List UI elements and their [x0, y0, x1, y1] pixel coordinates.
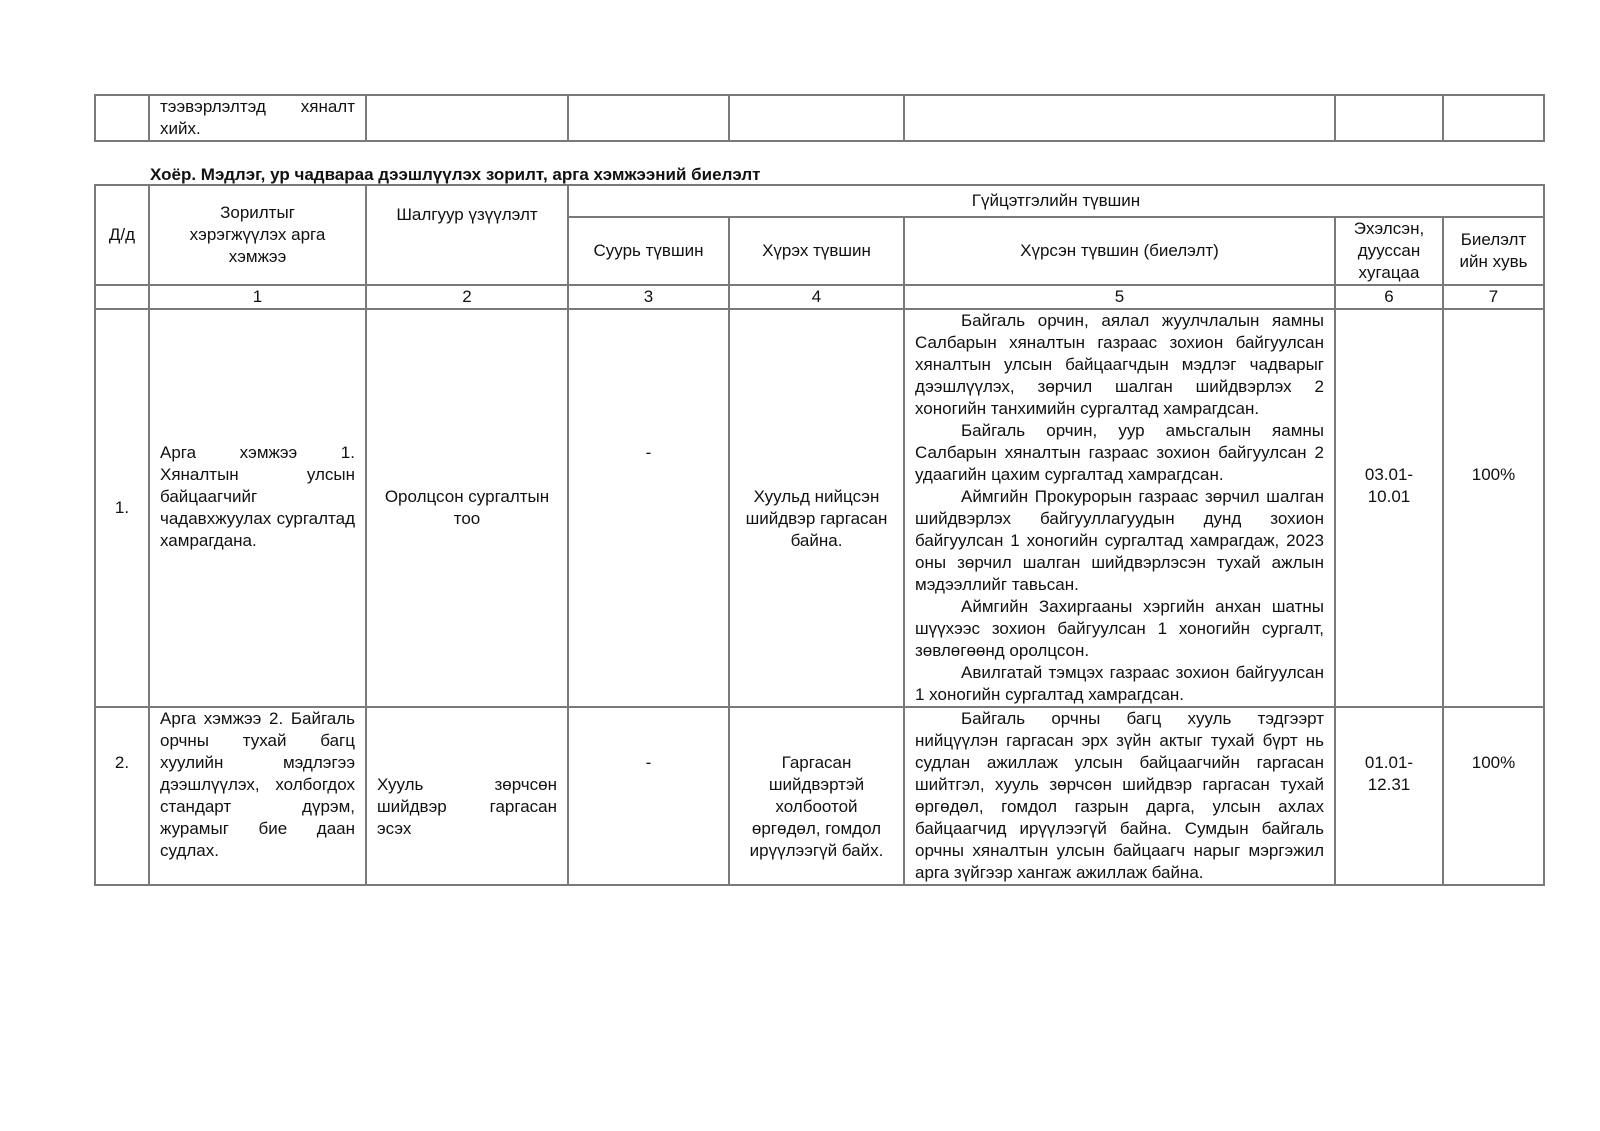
header-performance-level: Гүйцэтгэлийн түвшин	[568, 185, 1544, 217]
column-number: 1	[149, 285, 366, 309]
row-target: Хуульд нийцсэн шийдвэр гаргасан байна.	[729, 309, 904, 707]
achieved-paragraph: Байгаль орчин, аялал жуулчлалын яамны Салбарын хяналтын газраас зохион байгуулсан хяналтын улсын байцаагчдын мэдлэг чадварыг дээшлүүлэх, зөрчил шалган шийдвэрлэх 2 хоногийн танхимийн сургалтад хамрагдсан.	[915, 311, 1324, 418]
row-index: 2.	[95, 707, 149, 885]
column-number: 6	[1335, 285, 1443, 309]
section-title: Хоёр. Мэдлэг, ур чадвараа дээшлүүлэх зорилт, арга хэмжээний биелэлт	[150, 165, 761, 184]
row-percent: 100%	[1443, 309, 1544, 707]
header-base: Суурь түвшин	[568, 217, 729, 285]
table-row	[95, 309, 1544, 707]
previous-section-table	[94, 94, 1545, 142]
row-criteria: Хууль зөрчсөн шийдвэр гаргасан эсэх	[366, 707, 568, 885]
cell-percent	[1443, 95, 1544, 141]
row-percent: 100%	[1443, 707, 1544, 885]
row-achieved	[904, 707, 1335, 885]
row-index: 1.	[95, 309, 149, 707]
achieved-paragraph: Аймгийн Прокурорын газраас зөрчил шалган шийдвэрлэх байгууллагуудын дунд зохион байгуулсан 1 хоногийн сургалтад хамрагдаж, 2023 оны зөрчил шалган шийдвэрлэсэн тухай ажлын мэдээллийг тавьсан.	[915, 487, 1324, 594]
achieved-paragraph: Байгаль орчин, уур амьсгалын яамны Салбарын хяналтын газраас зохион байгуулсан 2 удаагийн цахим сургалтад хамрагдсан.	[915, 421, 1324, 484]
header-target: Хүрэх түвшин	[729, 217, 904, 285]
row-achieved	[904, 309, 1335, 707]
column-number: 7	[1443, 285, 1544, 309]
header-row-1	[95, 185, 1544, 217]
achieved-paragraph: Авилгатай тэмцэх газраас зохион байгуулсан 1 хоногийн сургалтад хамрагдсан.	[915, 663, 1324, 704]
row-measure: Арга хэмжээ 2. Байгаль орчны тухай багц хуулийн мэдлэгээ дээшлүүлэх, холбогдох стандарт дүрэм, журамыг бие даан судлах.	[149, 707, 366, 885]
row-period: 03.01-10.01	[1335, 309, 1443, 707]
cell-achieved	[904, 95, 1335, 141]
cell-period	[1335, 95, 1443, 141]
header-percent: Биелэлт ийн хувь	[1443, 217, 1544, 285]
row-target: Гаргасан шийдвэртэй холбоотой өргөдөл, гомдол ирүүлээгүй байх.	[729, 707, 904, 885]
header-measure: Зорилтыг хэрэгжүүлэх арга хэмжээ	[149, 185, 366, 285]
row-base: -	[568, 309, 729, 707]
column-number-blank	[95, 285, 149, 309]
header-achieved: Хүрсэн түвшин (биелэлт)	[904, 217, 1335, 285]
table-row	[95, 707, 1544, 885]
row-base: -	[568, 707, 729, 885]
header-period: Эхэлсэн, дууссан хугацаа	[1335, 217, 1443, 285]
header-index: Д/д	[95, 185, 149, 285]
header-criteria: Шалгуур үзүүлэлт	[366, 185, 568, 285]
column-number: 4	[729, 285, 904, 309]
achieved-paragraph: Аймгийн Захиргааны хэргийн анхан шатны шүүхээс зохион байгуулсан 1 хоногийн сургалт, зөвлөгөөнд оролцсон.	[915, 597, 1324, 660]
column-number-row	[95, 285, 1544, 309]
row-measure: Арга хэмжээ 1. Хяналтын улсын байцаагчийг чадавхжуулах сургалтад хамрагдана.	[149, 309, 366, 707]
cell-base	[568, 95, 729, 141]
achieved-paragraph: Байгаль орчны багц хууль тэдгээрт нийцүүлэн гаргасан эрх зүйн актыг тухай бүрт нь судлан ажиллаж улсын байцаагчийн гаргасан шийтгэл, хууль зөрчсөн шийдвэр гаргасан тухай өргөдөл, гомдол газрын дарга, улсын ахлах байцаагчид ирүүлээгүй байна. Сумдын байгаль орчны хяналтын улсын байцаагч нарыг мэргэжил арга зүйгээр хангаж ажиллаж байна.	[915, 709, 1324, 882]
performance-table	[94, 184, 1545, 886]
column-number: 3	[568, 285, 729, 309]
row-period: 01.01-12.31	[1335, 707, 1443, 885]
cell-target	[729, 95, 904, 141]
column-number: 5	[904, 285, 1335, 309]
cell-criteria	[366, 95, 568, 141]
cell-index	[95, 95, 149, 141]
column-number: 2	[366, 285, 568, 309]
table-row	[95, 95, 1544, 141]
cell-measure: тээвэрлэлтэд хяналт хийх.	[149, 95, 366, 141]
row-criteria: Оролцсон сургалтын тоо	[366, 309, 568, 707]
